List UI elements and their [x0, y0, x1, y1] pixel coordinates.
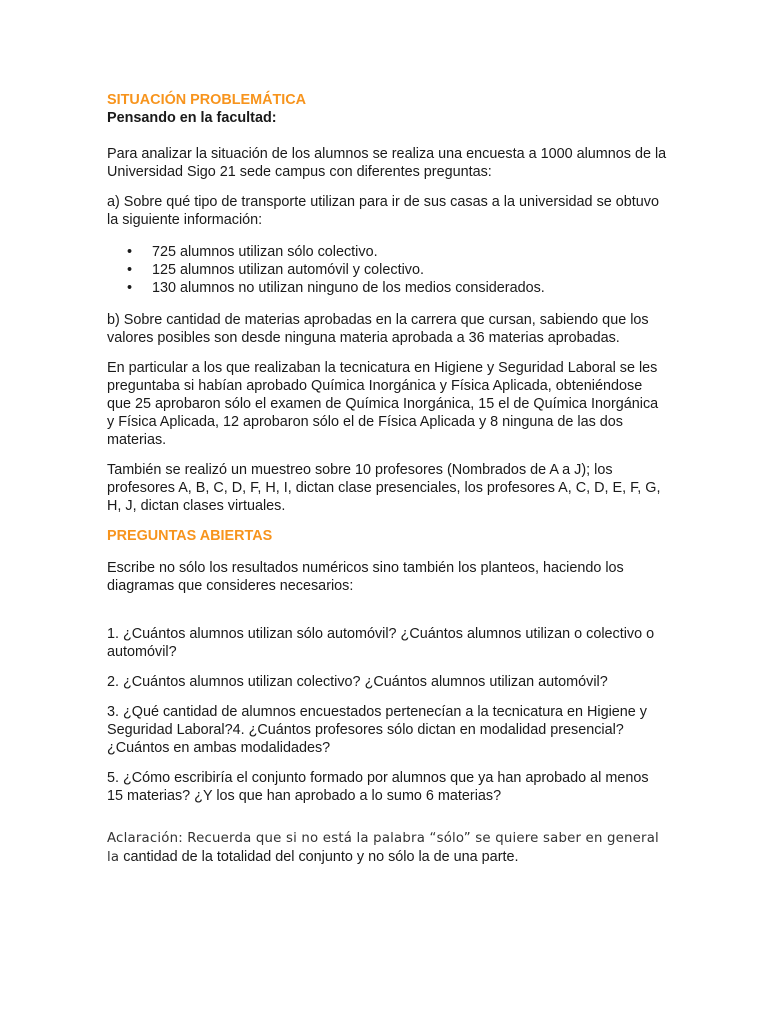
open-questions-title: PREGUNTAS ABIERTAS — [107, 528, 273, 544]
question-2: 2. ¿Cuántos alumnos utilizan colectivo? ¿Cuántos alumnos utilizan automóvil? — [107, 674, 608, 690]
bullet-icon: • — [127, 244, 133, 260]
particular-paragraph: En particular a los que realizaban la tecnicatura en Higiene y Seguridad Laboral se les preguntaba si habían aprobado Química Inorgánica y Física Aplicada, obteniéndose que 25 aprobaron sólo el examen de Química Inorgánica, 15 el de Química Inorgánica y Física Aplicada, 12 aprobaron sólo el de Física Aplicada y 8 ninguna de las dos materias. — [107, 360, 659, 448]
list-item — [107, 261, 667, 279]
bullet-icon: • — [127, 280, 133, 296]
question-5: 5. ¿Cómo escribiría el conjunto formado por alumnos que ya han aprobado al menos 15 materias? ¿Y los que han aprobado a lo sumo 6 materias? — [107, 770, 649, 804]
bullet-icon: • — [127, 262, 133, 278]
list-item-text: 125 alumnos utilizan automóvil y colectivo. — [152, 262, 424, 278]
question-1: 1. ¿Cuántos alumnos utilizan sólo automóvil? ¿Cuántos alumnos utilizan o colectivo o automóvil? — [107, 626, 655, 660]
instructions-paragraph: Escribe no sólo los resultados numéricos sino también los planteos, haciendo los diagramas que consideres necesarios: — [107, 560, 624, 594]
part-b-paragraph: b) Sobre cantidad de materias aprobadas en la carrera que cursan, sabiendo que los valores posibles son desde ninguna materia aprobada a 36 materias aprobadas. — [107, 312, 649, 346]
document-page — [107, 91, 667, 867]
list-item-text: 130 alumnos no utilizan ninguno de los medios considerados. — [152, 280, 545, 296]
question-3: 3. ¿Qué cantidad de alumnos encuestados pertenecían a la tecnicatura en Higiene y Seguridad Laboral?4. ¿Cuántos profesores sólo dictan en modalidad presencial? ¿Cuántos en ambas modalidades? — [107, 704, 647, 756]
professors-paragraph: También se realizó un muestreo sobre 10 profesores (Nombrados de A a J); los profesores A, B, C, D, F, H, I, dictan clase presenciales, los profesores A, C, D, E, F, G, H, J, dictan clases virtuales. — [107, 462, 661, 514]
list-item-text: 725 alumnos utilizan sólo colectivo. — [152, 244, 378, 260]
clarification-note-line-2: cantidad de la totalidad del conjunto y no sólo la de una parte. — [123, 849, 519, 865]
document-subtitle: Pensando en la facultad: — [107, 110, 277, 126]
clarification-note — [107, 829, 667, 867]
list-item — [107, 279, 667, 297]
document-title: SITUACIÓN PROBLEMÁTICA — [107, 92, 307, 108]
part-a-paragraph: a) Sobre qué tipo de transporte utilizan para ir de sus casas a la universidad se obtuvo la siguiente información: — [107, 194, 659, 228]
list-item — [107, 243, 667, 261]
intro-paragraph: Para analizar la situación de los alumnos se realiza una encuesta a 1000 alumnos de la Universidad Sigo 21 sede campus con diferentes preguntas: — [107, 146, 667, 180]
transport-stats-list — [107, 243, 667, 297]
clarification-note-line-1: Aclaración: Recuerda que si no está la palabra “sólo” se quiere saber en general la — [107, 831, 659, 865]
